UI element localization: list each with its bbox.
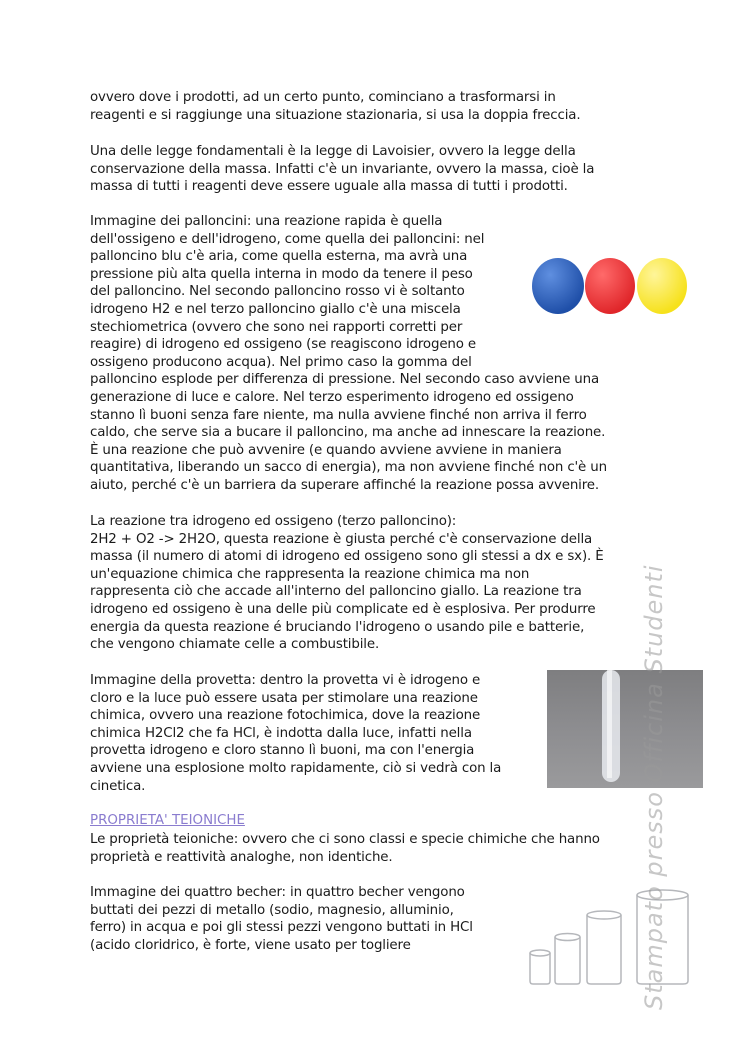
text-line: Immagine dei palloncini: una reazione rapida è quella [90,214,443,229]
test-tube-image [547,670,703,788]
text-line: palloncino esplode per differenza di pressione. Nel secondo caso avviene una [90,372,600,388]
watermark: Stampato presso Officina Studenti [640,564,668,1010]
text-line: energia da questa reazione é bruciando l'idrogeno o usando pile e batterie, [90,619,585,635]
paragraph-4 [90,513,604,654]
text-line: generazione di luce e calore. Nel terzo esperimento idrogeno ed ossigeno [90,389,574,405]
paragraph-3 [90,213,607,495]
text-line: provetta idrogeno e cloro stanno lì buoni, ma con l'energia [90,743,475,759]
yellow-balloon [637,258,687,314]
text-line: del palloncino. Nel secondo palloncino rosso vi è soltanto [90,284,465,300]
text-line: Immagine della provetta: dentro la provetta vi è idrogeno e [90,673,481,688]
paragraph-6 [90,831,600,866]
text-line: avviene una esplosione molto rapidamente, ciò si vedrà con la [90,760,502,776]
section-heading: PROPRIETA' TEIONICHE [90,813,245,828]
text-line: reagire) di idrogeno ed ossigeno (se reagiscono idrogeno e [90,337,476,353]
text-line: (acido cloridrico, è forte, viene usato per togliere [90,937,411,953]
text-line: massa (il numero di atomi di idrogeno ed ossigeno sono gli stessi a dx e sx). È [90,549,604,565]
text-line: pressione più alta quella interna in modo da tenere il peso [90,266,473,282]
text-line: stanno lì buoni senza fare niente, ma nulla avviene finché non arriva il ferro [90,407,587,423]
text-line: chimica H2Cl2 che fa HCl, è indotta dalla luce, infatti nella [90,725,472,741]
text-line: massa di tutti i reagenti deve essere uguale alla massa di tutti i prodotti. [90,179,568,195]
text-line: quantitativa, liberando un sacco di energia), ma non avviene finché non c'è un [90,460,607,476]
text-line: idrogeno ed ossigeno è una delle più complicate ed è esplosiva. Per produrre [90,601,596,617]
text-line: È una reazione che può avvenire (e quando avviene avviene in maniera [90,442,562,458]
paragraph-2 [90,143,594,196]
text-line: ossigeno producono acqua). Nel primo caso la gomma del [90,354,472,370]
text-line: un'equazione chimica che rappresenta la reazione chimica ma non [90,566,530,582]
blue-balloon [532,258,584,314]
beakers-image [525,885,695,985]
paragraph-1 [90,89,580,124]
red-balloon [585,258,635,314]
text-line: stechiometrica (ovvero che sono nei rapporti corretti per [90,319,463,335]
text-line: La reazione tra idrogeno ed ossigeno (terzo palloncino): [90,514,457,529]
paragraph-7 [90,884,473,954]
text-line: chimica, ovvero una reazione fotochimica, dove la reazione [90,708,481,724]
text-line: che vengono chiamate celle a combustibile. [90,637,380,653]
text-line: conservazione della massa. Infatti c'è un invariante, ovvero la massa, cioè la [90,161,595,177]
text-line: palloncino blu c'è aria, come quella esterna, ma avrà una [90,249,468,265]
text-line: Le proprietà teioniche: ovvero che ci sono classi e specie chimiche che hanno [90,832,600,847]
text-line: proprietà e reattività analoghe, non identiche. [90,849,393,865]
beaker-small [530,953,550,984]
text-line: ferro) in acqua e poi gli stessi pezzi vengono buttati in HCl [90,920,473,936]
text-line: dell'ossigeno e dell'idrogeno, come quella dei palloncini: nel [90,231,485,247]
text-line: aiuto, perché c'è un barriera da superare affinché la reazione possa avvenire. [90,477,599,493]
balloons-image [530,258,690,320]
text-line: cinetica. [90,778,146,794]
text-line: Una delle legge fondamentali è la legge di Lavoisier, ovvero la legge della [90,144,576,159]
text-line: ovvero dove i prodotti, ad un certo punto, cominciano a trasformarsi in [90,90,556,105]
text-line: Immagine dei quattro becher: in quattro becher vengono [90,885,465,900]
text-line: 2H2 + O2 -> 2H2O, questa reazione è giusta perché c'è conservazione della [90,531,593,547]
beaker-large [587,915,621,984]
text-line: idrogeno H2 e nel terzo palloncino giallo c'è una miscela [90,301,461,317]
text-line: reagenti e si raggiunge una situazione stazionaria, si usa la doppia freccia. [90,107,581,123]
text-line: cloro e la luce può essere usata per stimolare una reazione [90,690,478,706]
paragraph-5 [90,672,501,795]
text-line: buttati dei pezzi di metallo (sodio, magnesio, alluminio, [90,902,454,918]
text-line: caldo, che serve sia a bucare il palloncino, ma anche ad innescare la reazione. [90,425,606,441]
text-line: rappresenta ciò che accade all'interno del palloncino giallo. La reazione tra [90,584,582,600]
beaker-medium [555,937,580,984]
